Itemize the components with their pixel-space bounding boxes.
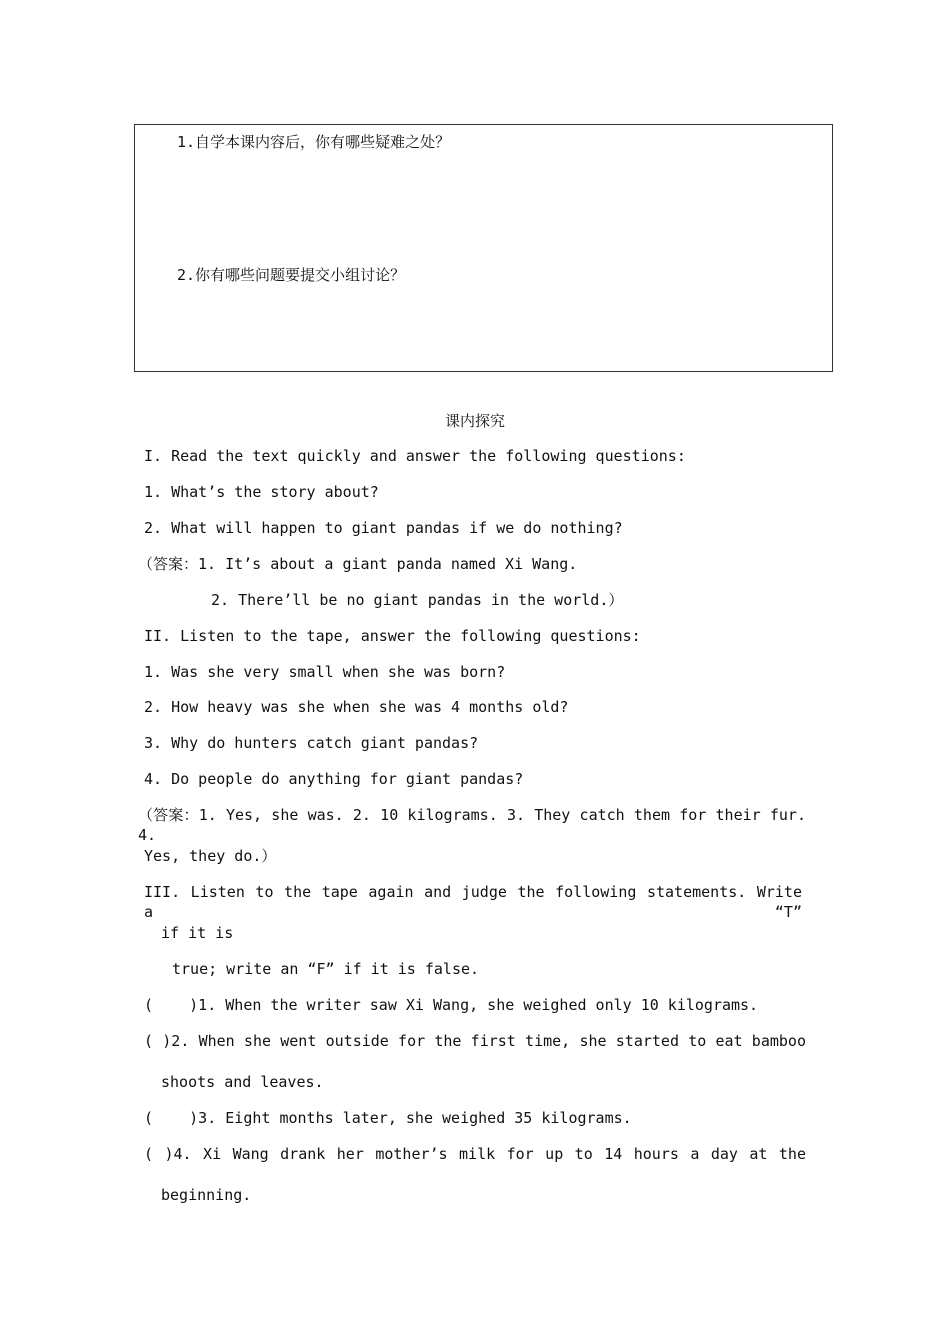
part1-instruction: I. Read the text quickly and answer the following questions: <box>144 447 686 465</box>
part3-instruction-line-3: true; write an “F” if it is false. <box>172 960 480 978</box>
part3-statement-4-line-2: beginning. <box>161 1186 252 1204</box>
part2-question-1: 1. Was she very small when she was born? <box>144 663 506 681</box>
part1-question-2: 2. What will happen to giant pandas if we do nothing? <box>144 519 623 537</box>
part3-instruction-line-1: III. Listen to the tape again and judge the following statements. Write a “T” <box>144 883 802 921</box>
part1-answer-2: 2. There’ll be no giant pandas in the world.） <box>211 591 624 609</box>
part3-statement-4-line-1: ( )4. Xi Wang drank her mother’s milk for up to 14 hours a day at the <box>144 1145 806 1163</box>
part2-question-4: 4. Do people do anything for giant pandas? <box>144 770 524 788</box>
part2-question-3: 3. Why do hunters catch giant pandas? <box>144 734 479 752</box>
reflection-box <box>134 124 833 372</box>
part3-statement-3: ( )3. Eight months later, she weighed 35 kilograms. <box>144 1109 632 1127</box>
reflection-question-1: 1.自学本课内容后，你有哪些疑难之处？ <box>177 133 451 151</box>
part3-statement-2-line-2: shoots and leaves. <box>161 1073 324 1091</box>
part2-question-2: 2. How heavy was she when she was 4 months old? <box>144 698 569 716</box>
part1-answer-1: （答案：1. It’s about a giant panda named Xi Wang. <box>138 555 578 573</box>
section-heading: 课内探究 <box>444 412 505 430</box>
reflection-question-2: 2.你有哪些问题要提交小组讨论？ <box>177 266 406 284</box>
part2-answer-line-2: Yes, they do.） <box>144 847 277 865</box>
part3-statement-1: ( )1. When the writer saw Xi Wang, she weighed only 10 kilograms. <box>144 996 759 1014</box>
part1-question-1: 1. What’s the story about? <box>144 483 379 501</box>
part3-statement-2-line-1: ( )2. When she went outside for the first time, she started to eat bamboo <box>144 1032 806 1050</box>
part2-answer-line-1: （答案：1. Yes, she was. 2. 10 kilograms. 3. They catch them for their fur. 4. <box>138 806 806 844</box>
part3-instruction-line-2: if it is <box>161 924 234 942</box>
part2-instruction: II. Listen to the tape, answer the following questions: <box>144 627 641 645</box>
